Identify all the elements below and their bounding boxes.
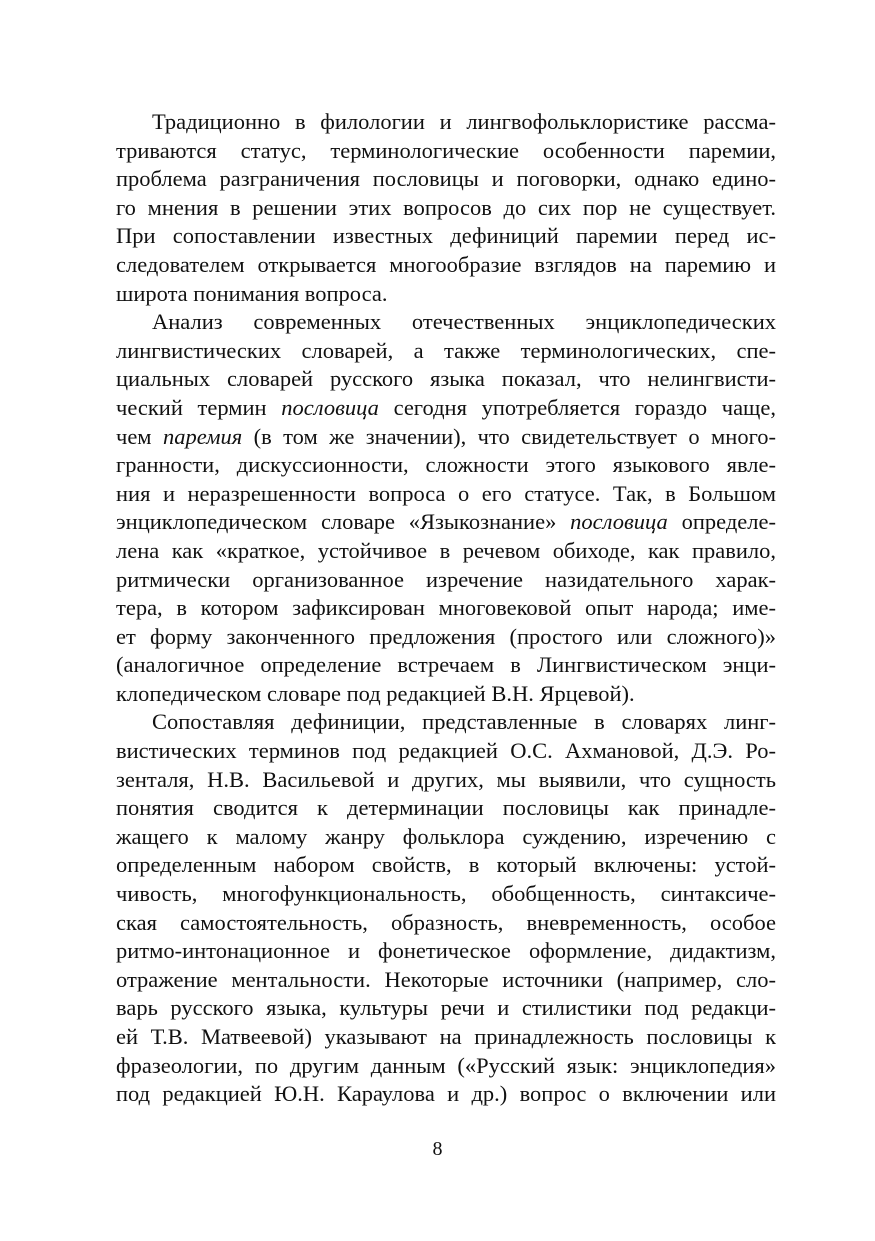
text-line: фразеологии, по другим данным («Русский язык: энциклопедия» xyxy=(116,1052,776,1078)
text-span: сегодня употребляется гораздо чаще, xyxy=(378,394,776,420)
text-line: вистических терминов под редакцией О.С. Ахмановой, Д.Э. Ро- xyxy=(116,738,776,764)
text-line xyxy=(116,423,776,452)
text-line: ритмо-интонационное и фонетическое оформление, дидактизм, xyxy=(116,938,776,964)
text-line: триваются статус, терминологические особенности паремии, xyxy=(116,137,776,163)
text-line: определенным набором свойств, в который включены: устой- xyxy=(116,852,776,878)
text-span: (в том же значении), что свидетельствует о много- xyxy=(242,423,776,449)
text-span: определе- xyxy=(667,509,776,535)
paragraph xyxy=(116,708,776,1108)
text-line: под редакцией Ю.Н. Караулова и др.) вопрос о включении или xyxy=(116,1081,776,1107)
text-line: Сопоставляя дефиниции, представленные в словарях линг- xyxy=(152,709,776,735)
italic-term: пословица xyxy=(570,509,668,535)
paragraph xyxy=(116,308,776,708)
text-line: ет форму законченного предложения (простого или сложного)» xyxy=(116,623,776,649)
text-line: проблема разграничения пословицы и поговорки, однако едино- xyxy=(116,166,776,192)
page-number: 8 xyxy=(432,1138,443,1160)
paragraph xyxy=(116,108,776,308)
text-line: клопедическом словаре под редакцией В.Н. Ярцевой). xyxy=(116,680,635,706)
italic-term: паремия xyxy=(162,423,243,449)
text-line: ей Т.В. Матвеевой) указывают на принадлежность пословицы к xyxy=(116,1024,776,1049)
text-line: понятия сводится к детерминации пословицы как принадле- xyxy=(116,795,776,821)
text-line: широта понимания вопроса. xyxy=(116,280,388,306)
text-line: лена как «краткое, устойчивое в речевом обиходе, как правило, xyxy=(116,537,776,563)
text-line: (аналогичное определение встречаем в Лингвистическом энци- xyxy=(116,652,776,678)
text-line: ния и неразрешенности вопроса о его статусе. Так, в Большом xyxy=(116,480,776,506)
text-line: ская самостоятельность, образность, вневременность, особое xyxy=(116,909,776,935)
text-line xyxy=(116,508,776,537)
text-line: циальных словарей русского языка показал, что нелингвисти- xyxy=(116,366,776,392)
page-body xyxy=(116,108,776,1109)
italic-term: пословица xyxy=(281,394,379,420)
text-line: Анализ современных отечественных энциклопедических xyxy=(152,309,776,335)
text-line: чивость, многофункциональность, обобщенность, синтаксиче- xyxy=(116,881,776,907)
text-line: го мнения в решении этих вопросов до сих пор не существует. xyxy=(116,194,776,220)
text-line: тера, в котором зафиксирован многовековой опыт народа; име- xyxy=(116,595,776,621)
text-line: лингвистических словарей, а также терминологических, спе- xyxy=(116,337,776,363)
text-line: варь русского языка, культуры речи и стилистики под редакци- xyxy=(116,995,776,1021)
text-line: жащего к малому жанру фольклора суждению, изречению с xyxy=(116,823,776,849)
text-span: энциклопедическом словаре «Языкознание» xyxy=(116,509,571,535)
text-line xyxy=(116,394,776,423)
text-line: При сопоставлении известных дефиниций паремии перед ис- xyxy=(116,223,776,249)
text-span: ческий термин xyxy=(116,394,282,420)
text-line: отражение ментальности. Некоторые источники (например, сло- xyxy=(116,966,776,992)
text-span: чем xyxy=(116,423,163,449)
text-line: гранности, дискуссионности, сложности этого языкового явле- xyxy=(116,452,776,478)
text-line: следователем открывается многообразие взглядов на паремию и xyxy=(116,251,776,277)
text-line: ритмически организованное изречение назидательного харак- xyxy=(116,566,776,592)
text-line: Традиционно в филологии и лингвофольклористике рассма- xyxy=(152,109,776,134)
text-line: зенталя, Н.В. Васильевой и других, мы выявили, что сущность xyxy=(116,766,776,792)
